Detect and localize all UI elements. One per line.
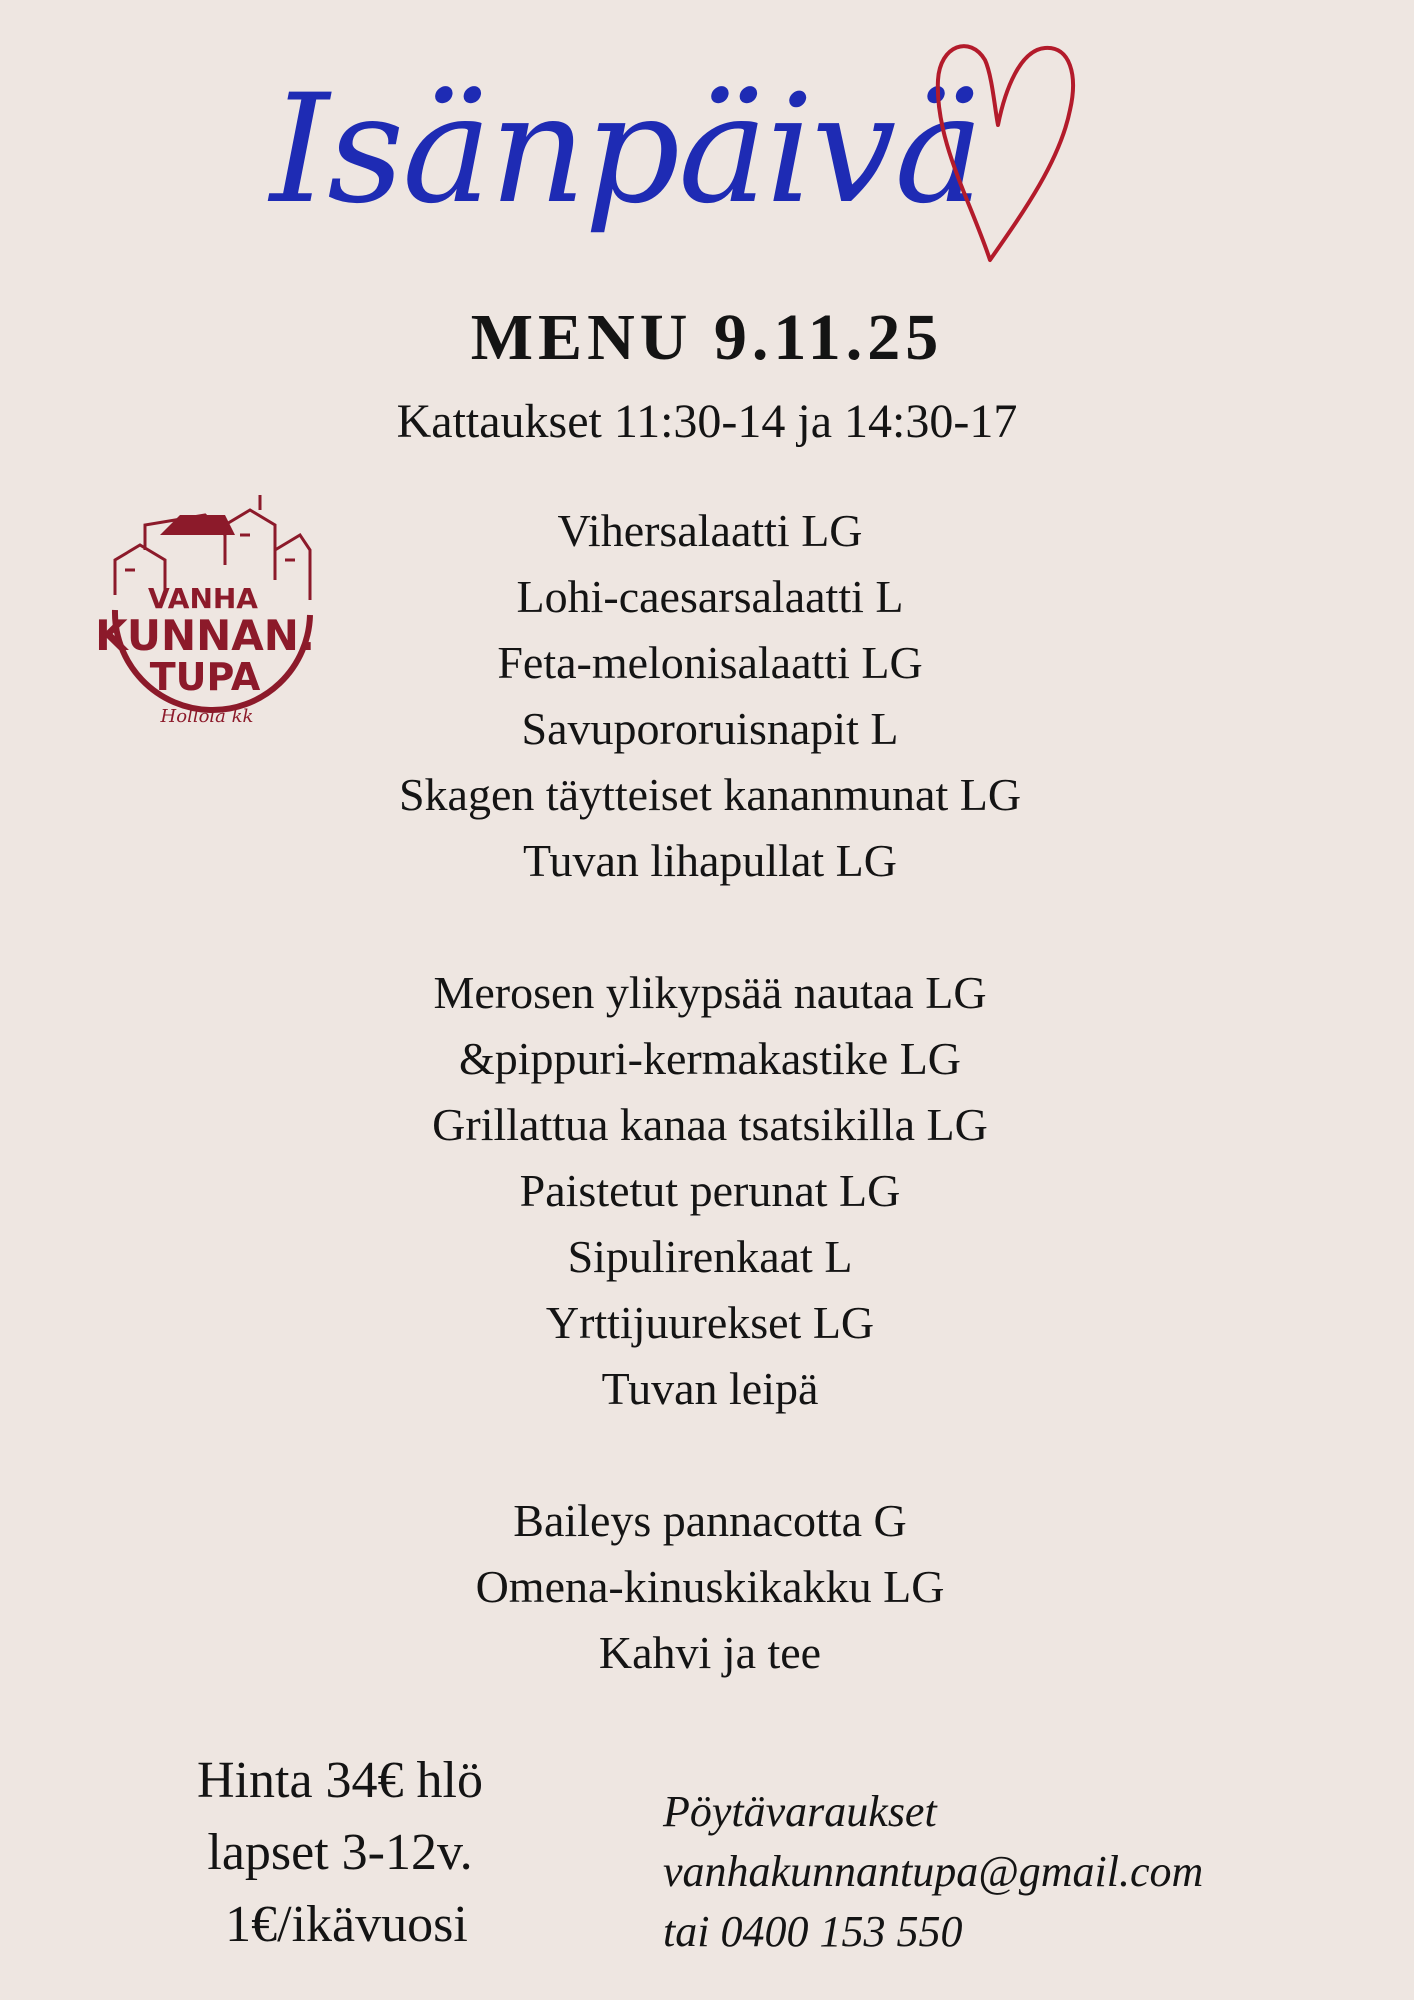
section-gap <box>310 894 1110 960</box>
logo-text-kunnan: KUNNAN. <box>95 611 315 660</box>
starter-item: Feta-melonisalaatti LG <box>497 637 923 688</box>
price-info <box>130 1745 550 1961</box>
price-per-year-line: 1€/ikävuosi <box>212 1896 468 1953</box>
reservations-phone[interactable]: tai 0400 153 550 <box>663 1907 963 1956</box>
starter-item: Vihersalaatti LG <box>557 505 863 556</box>
page-title: Isänpäivä <box>270 63 982 237</box>
reservations-label: Pöytävaraukset <box>663 1787 937 1836</box>
logo-text-place: Hollola kk <box>160 706 254 727</box>
main-item: Merosen ylikypsää nautaa LG <box>433 967 987 1018</box>
main-item: Yrttijuurekset LG <box>545 1297 875 1348</box>
dessert-item: Kahvi ja tee <box>598 1627 822 1678</box>
starter-item: Lohi-caesarsalaatti L <box>516 571 904 622</box>
main-item: Paistetut perunat LG <box>519 1165 901 1216</box>
menu-heading: MENU 9.11.25 <box>470 301 944 374</box>
menu-items <box>310 498 1110 1686</box>
price-children-line: lapset 3-12v. <box>207 1824 473 1881</box>
restaurant-logo <box>85 490 325 760</box>
logo-text-tupa: TUPA <box>149 655 261 699</box>
main-item: Sipulirenkaat L <box>567 1231 853 1282</box>
starter-item: Savupororuisnapit L <box>521 703 899 754</box>
heart-icon <box>930 30 1080 270</box>
section-gap <box>310 1422 1110 1488</box>
logo-text-vanha: VANHA <box>148 582 258 615</box>
reservations-email[interactable]: vanhakunnantupa@gmail.com <box>663 1847 1204 1896</box>
main-item: Tuvan leipä <box>601 1363 819 1414</box>
dessert-item: Omena-kinuskikakku LG <box>475 1561 945 1612</box>
dessert-item: Baileys pannacotta G <box>513 1495 907 1546</box>
reservations-info <box>663 1782 1383 1962</box>
sittings-times: Kattaukset 11:30-14 ja 14:30-17 <box>396 395 1018 448</box>
starter-item: Skagen täytteiset kananmunat LG <box>398 769 1022 820</box>
price-line: Hinta 34€ hlö <box>197 1752 483 1809</box>
main-item: Grillattua kanaa tsatsikilla LG <box>432 1099 988 1150</box>
starter-item: Tuvan lihapullat LG <box>523 835 897 886</box>
main-item: &pippuri-kermakastike LG <box>458 1033 962 1084</box>
